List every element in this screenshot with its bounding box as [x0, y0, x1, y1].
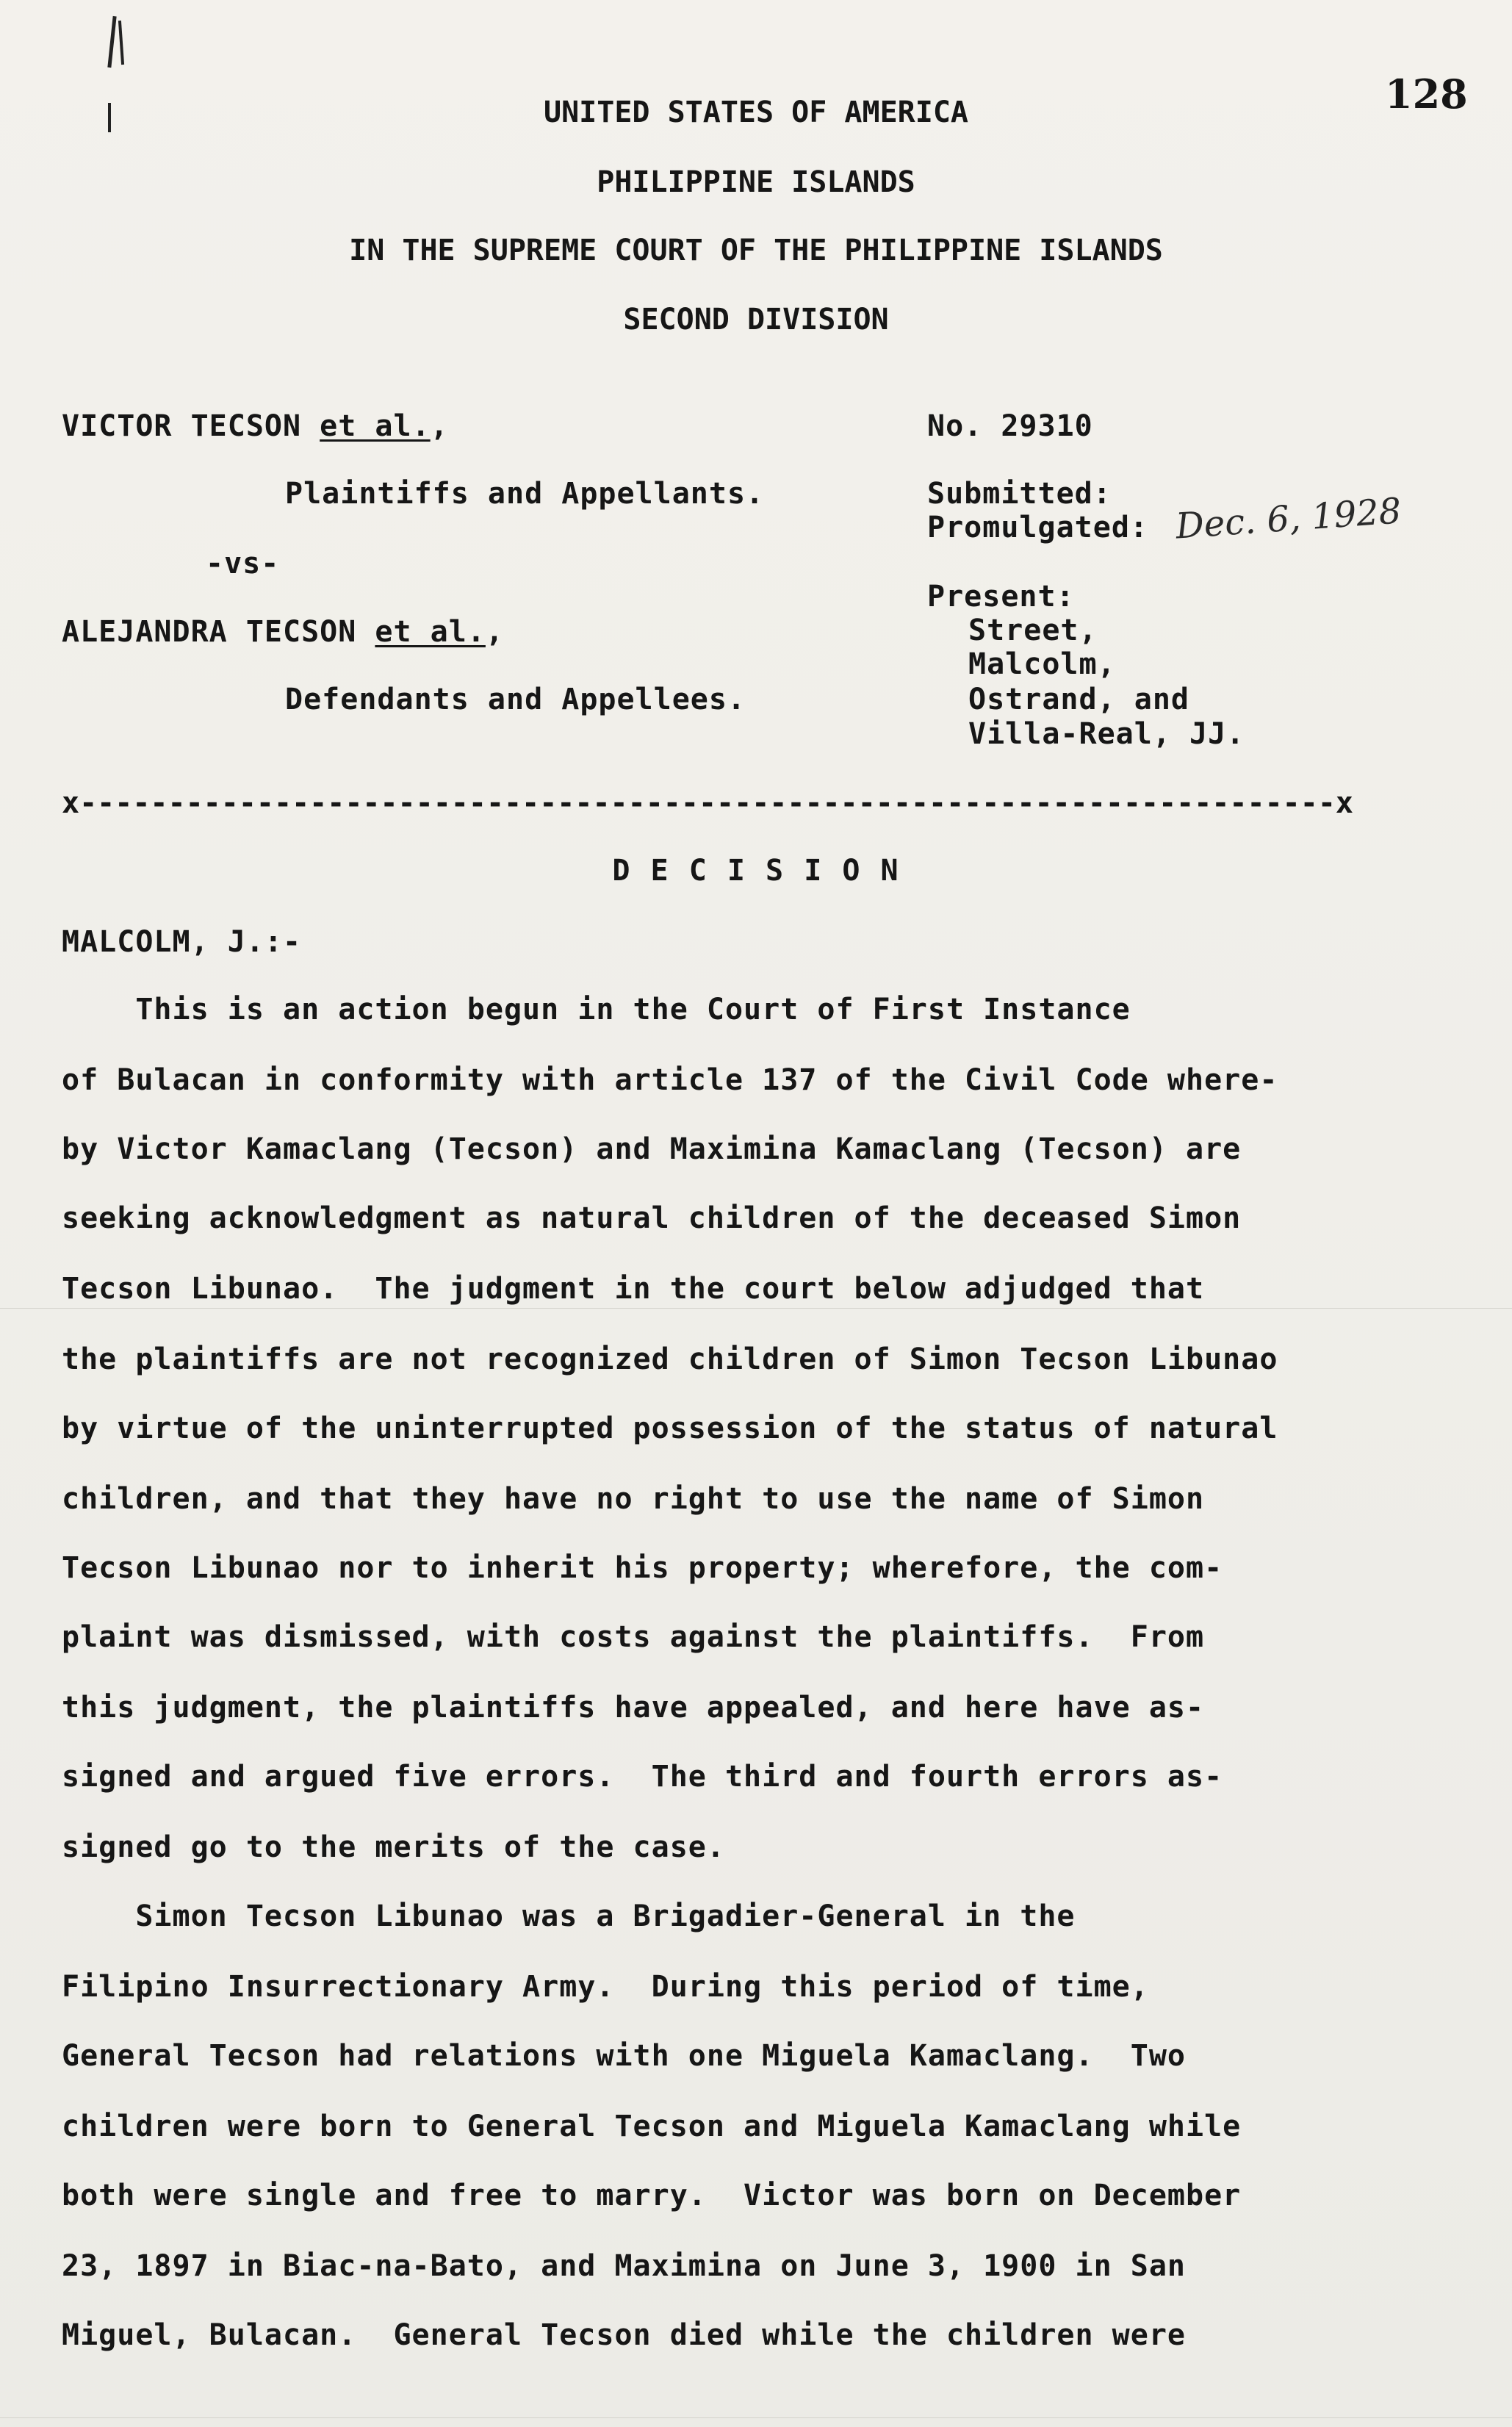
present-label: Present:	[927, 580, 1075, 614]
case-number: No. 29310	[927, 409, 1093, 443]
body-line: children, and that they have no right to use the name of Simon	[62, 1482, 1205, 1516]
submitted-label: Submitted:	[927, 477, 1112, 511]
body-line: This is an action begun in the Court of First Instance	[62, 993, 1131, 1026]
body-line: Filipino Insurrectionary Army. During this period of time,	[62, 1970, 1149, 2004]
opinion-author: MALCOLM, J.:-	[62, 925, 302, 959]
body-line: Tecson Libunao. The judgment in the court below adjudged that	[62, 1272, 1205, 1306]
justice-name: Malcolm,	[968, 647, 1116, 681]
justice-name: Villa-Real, JJ.	[968, 717, 1245, 751]
defendants-comma: ,	[485, 615, 504, 649]
justice-name: Street,	[968, 614, 1098, 647]
body-line: children were born to General Tecson and Miguela Kamaclang while	[62, 2110, 1242, 2143]
body-line: Tecson Libunao nor to inherit his property; wherefore, the com-	[62, 1551, 1223, 1585]
body-line: plaint was dismissed, with costs against the plaintiffs. From	[62, 1620, 1205, 1654]
plaintiffs-line	[62, 409, 449, 444]
body-line: signed and argued five errors. The third and fourth errors as-	[62, 1760, 1223, 1794]
body-line: both were single and free to marry. Victor was born on December	[62, 2179, 1242, 2212]
body-line: the plaintiffs are not recognized children of Simon Tecson Libunao	[62, 1342, 1278, 1376]
promulgated-label: Promulgated:	[927, 511, 1148, 544]
plaintiffs-role: Plaintiffs and Appellants.	[285, 477, 765, 511]
body-line: signed go to the merits of the case.	[62, 1830, 725, 1864]
defendants-etal: et al.	[375, 615, 486, 649]
plaintiffs-comma: ,	[430, 409, 449, 443]
body-line: seeking acknowledgment as natural children of the deceased Simon	[62, 1201, 1242, 1235]
body-line: Miguel, Bulacan. General Tecson died while the children were	[62, 2318, 1187, 2352]
versus: -vs-	[206, 547, 280, 580]
defendants-name: ALEJANDRA TECSON	[62, 615, 357, 649]
header-division: SECOND DIVISION	[623, 303, 889, 337]
body-line: Simon Tecson Libunao was a Brigadier-General in the	[62, 1899, 1076, 1933]
body-line: by Victor Kamaclang (Tecson) and Maximina Kamaclang (Tecson) are	[62, 1132, 1242, 1166]
defendants-role: Defendants and Appellees.	[285, 683, 746, 716]
header-court: IN THE SUPREME COURT OF THE PHILIPPINE ISLANDS	[349, 234, 1163, 267]
body-line: General Tecson had relations with one Miguela Kamaclang. Two	[62, 2039, 1187, 2073]
decision-title: D E C I S I O N	[612, 854, 900, 888]
justice-name: Ostrand, and	[968, 683, 1189, 716]
body-line: of Bulacan in conformity with article 137 of the Civil Code where-	[62, 1063, 1278, 1097]
plaintiffs-name: VICTOR TECSON	[62, 409, 302, 443]
scan-artifact-line	[0, 2417, 1512, 2418]
scan-artifact-line	[0, 1308, 1512, 1309]
page-number: 128	[1385, 71, 1468, 118]
header-country: UNITED STATES OF AMERICA	[544, 96, 968, 129]
body-line: by virtue of the uninterrupted possession of the status of natural	[62, 1412, 1278, 1445]
body-line: 23, 1897 in Biac-na-Bato, and Maximina on June 3, 1900 in San	[62, 2249, 1187, 2283]
header-islands: PHILIPPINE ISLANDS	[597, 165, 915, 199]
body-line: this judgment, the plaintiffs have appealed, and here have as-	[62, 1691, 1205, 1725]
promulgated-date-handwritten: Dec. 6, 1928	[1174, 490, 1403, 547]
punch-mark	[118, 21, 124, 65]
defendants-line	[62, 614, 504, 650]
caption-divider: x-----------------------------------------------------------------------x	[62, 786, 1353, 820]
plaintiffs-etal: et al.	[320, 409, 431, 443]
punch-mark	[107, 16, 116, 68]
